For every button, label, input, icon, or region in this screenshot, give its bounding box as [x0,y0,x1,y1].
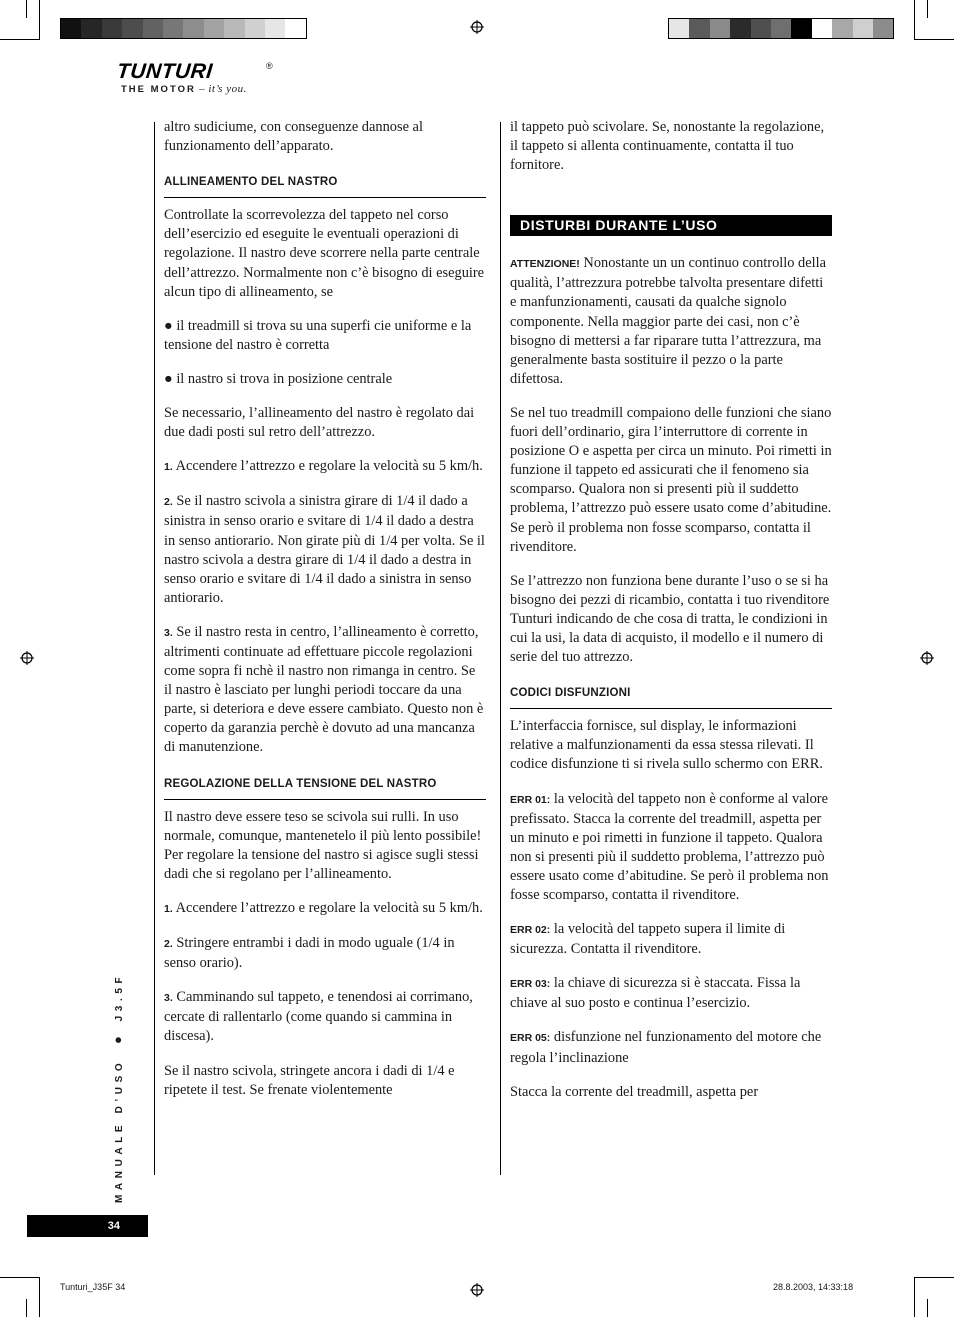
step-text: Se il nastro resta in centro, l’allineamento è corretto, altrimenti continuate ad effettuare piccole regolazioni come sopra fi nchè il nastro non rimanga in centro. Se il nastro è lasciato per lunghi periodi toccare da una parte, si deteriora e deve essere cambiato. Questo non è coperto da garanzia perchè è dovuto ad una mancanza di manutenzione. [164,623,484,756]
registered-mark: ® [266,61,273,71]
step-text: Stringere entrambi i dadi in modo uguale (1/4 in senso orario). [164,935,455,972]
color-swatch [122,19,142,38]
step-number: 3. [164,626,173,639]
paragraph: L’interfaccia fornisce, sul display, le informazioni relative a malfunzionamenti da essa stessa rilevati. Il codice disfunzione ti si rivela sullo schermo con ERR. [510,718,823,773]
crop-mark [26,0,27,18]
color-swatch [224,19,244,38]
tagline-italic: it’s you. [208,83,247,95]
color-swatch [730,19,750,38]
error-code-text: la chiave di sicurezza si è staccata. Fissa la chiave al suo posto e continua l’esercizio. [510,975,801,1012]
crop-mark [914,1277,915,1317]
step-text: Accendere l’attrezzo e regolare la velocità su 5 km/h. [175,458,483,475]
step-number: 1. [164,461,173,474]
color-swatch [669,19,689,38]
registration-mark-icon [920,651,934,665]
section-heading-allineamento: ALLINEAMENTO DEL NASTRO [164,173,486,198]
step-text: Camminando sul tappeto, e tenendosi ai corrimano, cercate di rallentarlo (come quando si cammina in discesa). [164,989,473,1045]
crop-mark [39,0,40,40]
color-swatch [245,19,265,38]
crop-mark [0,39,40,40]
manual-label: MANUALE D’USO [114,1058,125,1203]
color-swatch [265,19,285,38]
color-swatch [81,19,101,38]
color-swatch [771,19,791,38]
column-rule-left [154,122,155,1175]
bullet-text: il nastro si trova in posizione centrale [176,370,393,387]
color-swatch [204,19,224,38]
error-code-item [510,974,832,1013]
step-item [164,457,486,477]
step-number: 2. [164,938,173,951]
column-rule-middle [500,122,501,1175]
color-swatch [285,19,305,38]
color-swatch [873,19,893,38]
color-swatch [751,19,771,38]
error-code-label: ERR 05: [510,1032,551,1045]
paragraph: Se l’attrezzo non funziona bene durante l’uso o se si ha bisogno dei pezzi di ricambio, contatta i tuo rivenditore Tunturi indicando de che cosa di tratta, le condizioni in cui la usi, la data di acquisto, il modello e il numero di serie del tuo attrezzo. [510,572,830,666]
model-label: J3.5F [114,972,125,1022]
paragraph: altro sudiciume, con conseguenze dannose al funzionamento dell’apparato. [164,119,423,155]
color-bar-left [60,18,307,39]
registration-mark-icon [20,651,34,665]
paragraph: Se necessario, l’allineamento del nastro è regolato dai due dadi posti sul retro dell’attrezzo. [164,405,475,441]
column-left [164,118,486,1115]
bullet-icon: ● [164,317,173,334]
warning-paragraph [510,254,832,389]
color-swatch [832,19,852,38]
color-swatch [183,19,203,38]
paragraph: Controllate la scorrevolezza del tappeto nel corso dell’esercizio ed eseguite le eventuali operazioni di regolazione. Il nastro deve scorrere nella parte centrale dell’attrezzo. Normalmente non c’è bisogno di eseguire alcun tipo di allineamento, se [164,207,485,300]
color-bar-right [668,18,894,39]
crop-mark [39,1277,40,1317]
error-code-item [510,1028,832,1067]
crop-mark [927,1299,928,1317]
color-swatch [143,19,163,38]
paragraph: Se nel tuo treadmill compaiono delle funzioni che siano fuori dell’ordinario, gira l’interruttore di corrente in posizione O e aspetta per circa un minuto. Poi rimetti in funzione il tappeto ed assicurati che il fenomeno sia scomparso. Qualora non si presenti più il suddetto problema, l’attrezzo può essere usato come d’abitudine. Se però il problema non fosse scomparso, contatta il rivenditore. [510,404,832,555]
registration-mark-icon [470,20,484,34]
crop-mark [927,0,928,18]
error-code-label: ERR 02: [510,924,551,937]
tagline-bold: THE MOTOR [121,84,196,95]
color-swatch [812,19,832,38]
paragraph: Il nastro deve essere teso se scivola sui rulli. In uso normale, comunque, mantenetelo il più lento possibile! Per regolare la tensione del nastro si agisce sugli stessi dadi che si regolano per l’allineamento. [164,808,482,882]
crop-mark [914,39,954,40]
color-swatch [163,19,183,38]
color-swatch [791,19,811,38]
error-code-label: ERR 03: [510,978,551,991]
section-heading-codici: CODICI DISFUNZIONI [510,684,832,709]
paragraph: Se il nastro scivola, stringete ancora i dadi di 1/4 e ripetete il test. Se frenate violentemente [164,1062,455,1098]
section-banner-disturbi: DISTURBI DURANTE L’USO [510,215,832,236]
error-code-label: ERR 01: [510,793,551,806]
registration-mark-icon [470,1283,484,1297]
step-item [164,492,486,608]
crop-mark [914,0,915,40]
color-swatch [853,19,873,38]
error-code-text: la velocità del tappeto non è conforme al valore prefissato. Stacca la corrente del treadmill, aspetta per un minuto e poi rimetti in funzione il tappeto. Qualora non si presenti più il suddetto problema, l’attrezzo può essere usato come d’abitudine. Se però il problema non fosse scomparso, contatta il rivenditore. [510,790,829,903]
paragraph: il tappeto può scivolare. Se, nonostante la regolazione, il tappeto si allenta continuamente, contatta il tuo fornitore. [510,119,825,174]
tagline-dash: – [195,83,209,95]
crop-mark [0,1277,40,1278]
color-swatch [61,19,81,38]
step-item [164,934,486,973]
warning-text: Nonostante un un continuo controllo della qualità, l’attrezzura potrebbe talvolta presentare difetti e manfunzionamenti, causati da qualche signolo componente. Nella maggior parte dei casi, non c’è bisogno di mettersi a far riparare tutta l’attrezzura, ma generalmente basta sostituire il pezzo o la parte difettosa. [510,255,827,387]
step-number: 3. [164,992,173,1005]
footer-filename: Tunturi_J35F 34 [60,1282,126,1292]
error-code-text: la velocità del tappeto supera il limite di sicurezza. Contatta il rivenditore. [510,921,786,958]
side-label [110,973,125,1203]
bullet-icon: ● [110,1036,125,1044]
page-number: 34 [27,1215,148,1237]
column-right [510,118,832,1117]
step-number: 2. [164,496,173,509]
error-code-item [510,920,832,959]
color-swatch [102,19,122,38]
crop-mark [26,1299,27,1317]
crop-mark [914,1277,954,1278]
color-swatch [710,19,730,38]
step-item [164,988,486,1046]
step-item [164,623,486,758]
step-text: Se il nastro scivola a sinistra girare di 1/4 il dado a sinistra in senso orario e svitare di 1/4 il dado a destra in senso antiorario. Non girate più di 1/4 per volta. Se il nastro scivola a destra girare di 1/4 il dado a destra in senso orario e svitare di 1/4 il dado a sinistra in senso antiorario. [164,493,485,606]
color-swatch [689,19,709,38]
error-code-text: disfunzione nel funzionamento del motore che regola l’inclinazione [510,1029,822,1066]
error-code-item [510,790,832,906]
step-item [164,899,486,919]
bullet-text: il treadmill si trova su una superfi cie uniforme e la tensione del nastro è corretta [164,317,472,353]
bullet-item [164,317,486,355]
bullet-item [164,370,486,389]
tagline [121,83,247,95]
bullet-icon: ● [164,370,173,387]
footer-timestamp: 28.8.2003, 14:33:18 [773,1282,854,1292]
step-number: 1. [164,903,173,915]
section-heading-tensione: REGOLAZIONE DELLA TENSIONE DEL NASTRO [164,775,486,800]
step-text: Accendere l’attrezzo e regolare la velocità su 5 km/h. [175,900,483,916]
paragraph: Stacca la corrente del treadmill, aspetta per [510,1083,759,1100]
warning-label: ATTENZIONE! [510,258,580,271]
tunturi-logo: TUNTURI [115,60,214,83]
